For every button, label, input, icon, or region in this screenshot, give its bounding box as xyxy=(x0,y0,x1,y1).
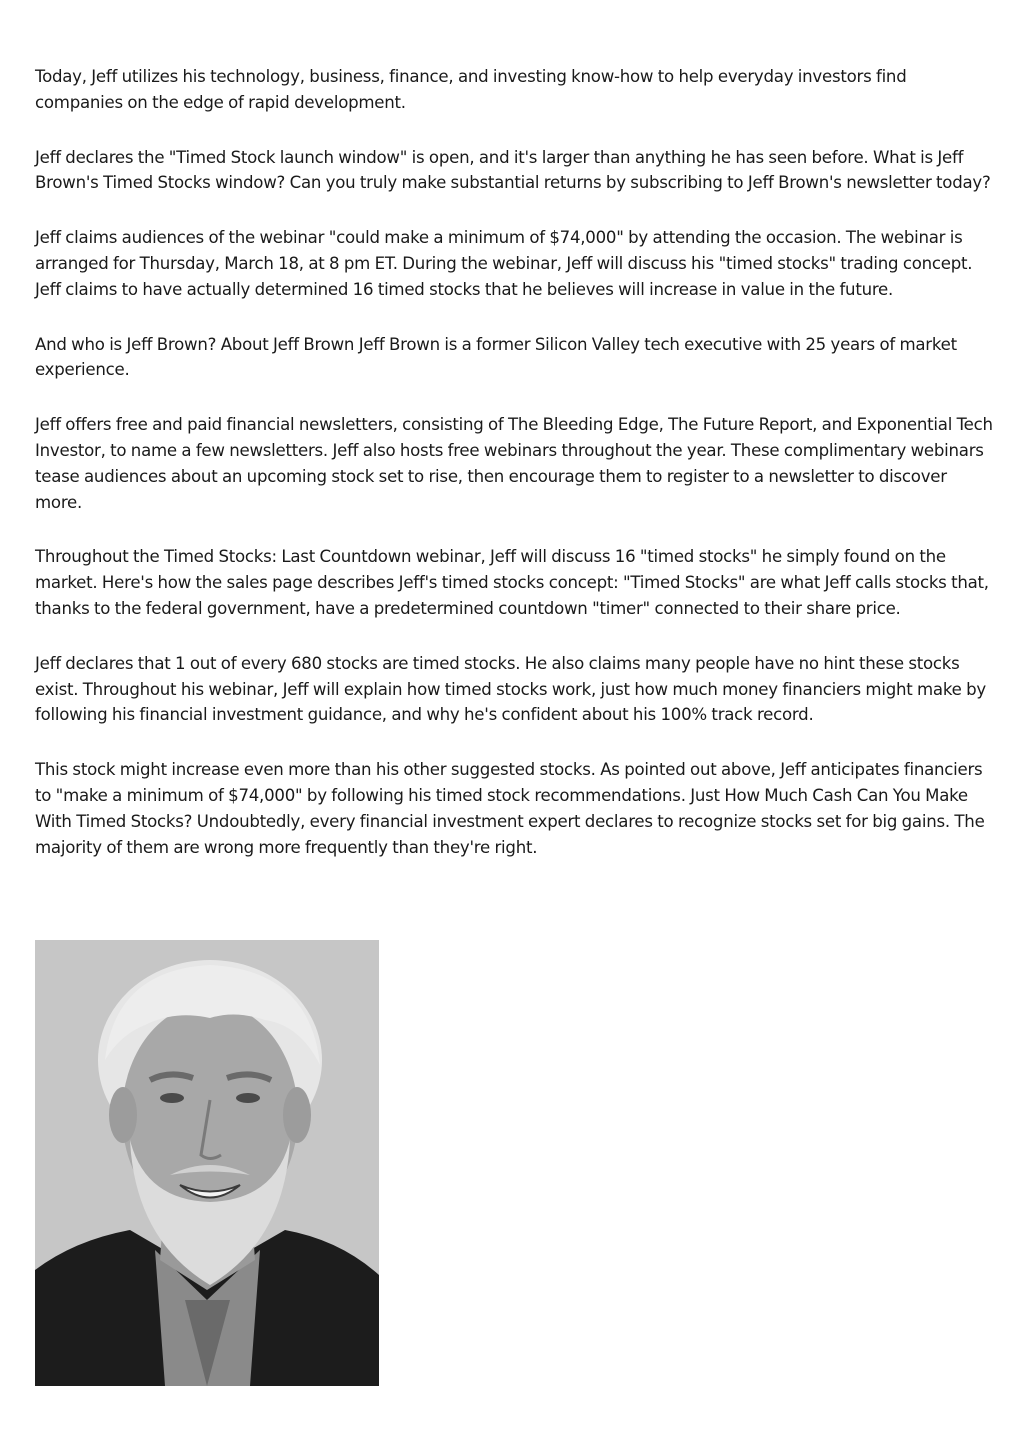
paragraph-5: Jeff offers free and paid financial newsletters, consisting of The Bleeding Edge, The Future Report, and Exponential Tech Investor, to name a few newsletters. Jeff also hosts free webinars throughout the year. These complimentary webinars tease audiences about an upcoming stock set to rise, then encourage them to register to a newsletter to discover more. xyxy=(35,415,993,512)
paragraph-6: Throughout the Timed Stocks: Last Countdown webinar, Jeff will discuss 16 "timed stocks" he simply found on the market. Here's how the sales page describes Jeff's timed stocks concept: "Timed Stocks" are what Jeff calls stocks that, thanks to the federal government, have a predetermined countdown "timer" connected to their share price. xyxy=(35,547,989,618)
paragraph-8: This stock might increase even more than his other suggested stocks. As pointed out above, Jeff anticipates financiers to "make a minimum of $74,000" by following his timed stock recommendations. Just How Much Cash Can You Make With Timed Stocks? Undoubtedly, every financial investment expert declares to recognize stocks set for big gains. The majority of them are wrong more frequently than they're right. xyxy=(35,760,985,857)
paragraph-3: Jeff claims audiences of the webinar "could make a minimum of $74,000" by attending the occasion. The webinar is arranged for Thursday, March 18, at 8 pm ET. During the webinar, Jeff will discuss his "timed stocks" trading concept. Jeff claims to have actually determined 16 timed stocks that he believes will increase in value in the future. xyxy=(35,228,973,299)
paragraph-1: Today, Jeff utilizes his technology, business, finance, and investing know-how to help everyday investors find companies on the edge of rapid development. xyxy=(35,67,907,112)
portrait-photo xyxy=(35,940,379,1386)
article-body xyxy=(35,64,995,889)
paragraph-4: And who is Jeff Brown? About Jeff Brown Jeff Brown is a former Silicon Valley tech executive with 25 years of market experience. xyxy=(35,334,957,380)
paragraph-7: Jeff declares that 1 out of every 680 stocks are timed stocks. He also claims many people have no hint these stocks exist. Throughout his webinar, Jeff will explain how timed stocks work, just how much money financiers might make by following his financial investment guidance, and why he's confident about his 100% track record. xyxy=(35,653,986,725)
paragraph-2: Jeff declares the "Timed Stock launch window" is open, and it's larger than anything he has seen before. What is Jeff Brown's Timed Stocks window? Can you truly make substantial returns by subscribing to Jeff Brown's newsletter today? xyxy=(35,147,991,193)
portrait-illustration xyxy=(35,940,379,1386)
